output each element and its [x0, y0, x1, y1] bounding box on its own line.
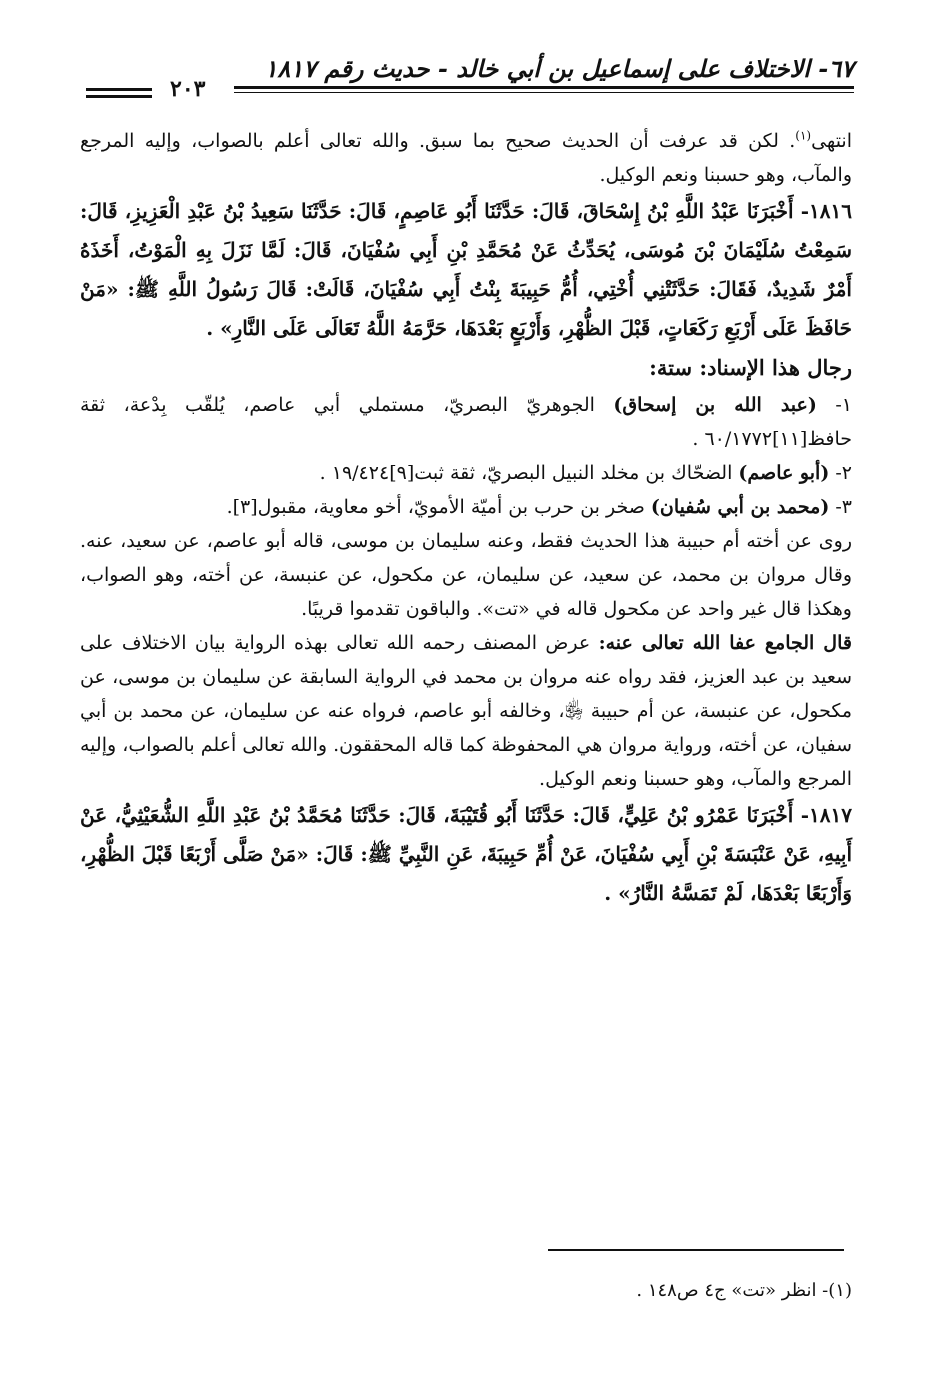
intro-paragraph — [80, 124, 852, 192]
riwaya-paragraph: روى عن أخته أم حبيبة هذا الحديث فقط، وعنه سليمان بن موسى، قاله أبو عاصم، عن سعيد، عنه. وقال مروان بن محمد، عن سعيد، عن سليمان، عن مكحول، عن عنبسة، عن أخته، وهو الصواب، وهكذا قال غير واحد عن مكحول قاله في «تت». والباقون تقدموا قريبًا. — [80, 530, 853, 620]
narrator-1-name: (عبد الله بن إسحاق) — [613, 394, 817, 416]
footnote: (١)- انظر «تت» ج٤ ص١٤٨ . — [636, 1280, 852, 1301]
page-number-rule-top — [86, 88, 152, 91]
narrator-1-number: ١- — [816, 394, 852, 416]
narrator-3-name: (محمد بن أبي سُفيان) — [650, 496, 830, 518]
header-rule-thin — [234, 92, 854, 93]
narrator-3-number: ٣- — [829, 496, 852, 518]
narrator-2 — [80, 456, 852, 490]
header-rule-thick — [234, 86, 854, 89]
page-header — [78, 50, 854, 110]
page-body — [80, 124, 852, 913]
intro-text-start: انتهى — [811, 130, 852, 152]
running-title: ٦٧- الاختلاف على إسماعيل بن أبي خالد - حديث رقم ١٨١٧ — [264, 54, 854, 83]
page-number: ٢٠٣ — [170, 76, 206, 102]
page-number-rule-bottom — [86, 95, 152, 98]
jami-paragraph — [80, 626, 852, 796]
jami-text: عرض المصنف رحمه الله تعالى بهذه الرواية بيان الاختلاف على سعيد بن عبد العزيز، فقد رواه عنه مروان بن محمد في الرواية السابقة عن سليمان بن موسى، عن مكحول، عن عنبسة، عن أم حبيبة ﵂، وخالفه أبو عاصم، فرواه عنه عن سليمان، عن محمد بن أبي سفيان، عن أخته، ورواية مروان هي المحفوظة كما قاله المحققون. والله تعالى أعلم بالصواب، وإليه المرجع والمآب، وهو حسبنا ونعم الوكيل. — [80, 632, 852, 790]
footnote-rule — [548, 1249, 844, 1251]
narrator-2-number: ٢- — [829, 462, 852, 484]
intro-text-rest: . لكن قد عرفت أن الحديث صحيح بما سبق. والله تعالى أعلم بالصواب، وإليه المرجع والمآب، وهو حسبنا ونعم الوكيل. — [80, 130, 852, 186]
narrator-1 — [80, 388, 852, 456]
jami-label: قال الجامع عفا الله تعالى عنه: — [598, 632, 852, 654]
narrators-heading: رجال هذا الإسناد: ستة: — [649, 355, 852, 380]
narrator-2-name: (أبو عاصم) — [738, 462, 830, 484]
hadith-1817: ١٨١٧- أَخْبَرَنَا عَمْرُو بْنُ عَلِيٍّ، قَالَ: حَدَّثَنَا أَبُو قُتَيْبَةَ، قَالَ: حَدَّثَنَا مُحَمَّدُ بْنُ عَبْدِ اللَّهِ الشُّعَيْثِيُّ، عَنْ أَبِيهِ، عَنْ عَنْبَسَةَ بْنِ أَبِي سُفْيَانَ، عَنْ أُمِّ حَبِيبَةَ، عَنِ النَّبِيِّ ﷺ: قَالَ: «مَنْ صَلَّى أَرْبَعًا قَبْلَ الظُّهْرِ، وَأَرْبَعًا بَعْدَهَا، لَمْ تَمَسَّهُ النَّارُ» . — [80, 803, 852, 905]
narrator-3-text: صخر بن حرب بن أميّة الأمويّ، أخو معاوية، مقبول[٣]. — [226, 496, 651, 518]
narrator-1-text: الجوهريّ البصريّ، مستملي أبي عاصم، يُلقّب بِدْعة، ثقة حافظ[١١]٦٠/١٧٧٢ . — [80, 394, 852, 450]
footnote-marker: (١) — [795, 128, 812, 143]
narrator-3 — [80, 490, 852, 524]
narrator-2-text: الضحّاك بن مخلد النبيل البصريّ، ثقة ثبت[٩]١٩/٤٢٤ . — [319, 462, 739, 484]
hadith-1816: ١٨١٦- أَخْبَرَنَا عَبْدُ اللَّهِ بْنُ إِسْحَاقَ، قَالَ: حَدَّثَنَا أَبُو عَاصِمٍ، قَالَ: حَدَّثَنَا سَعِيدُ بْنُ عَبْدِ الْعَزِيزِ، قَالَ: سَمِعْتُ سُلَيْمَانَ بْنَ مُوسَى، يُحَدِّثُ عَنْ مُحَمَّدِ بْنِ أَبِي سُفْيَانَ، قَالَ: لَمَّا نَزَلَ بِهِ الْمَوْتُ، أَخَذَهُ أَمْرٌ شَدِيدٌ، فَقَالَ: حَدَّثَتْنِي أُخْتِي، أُمُّ حَبِيبَةَ بِنْتُ أَبِي سُفْيَانَ، قَالَتْ: قَالَ رَسُولُ اللَّهِ ﷺ: «مَنْ حَافَظَ عَلَى أَرْبَعِ رَكَعَاتٍ، قَبْلَ الظُّهْرِ، وَأَرْبَعٍ بَعْدَهَا، حَرَّمَهُ اللَّهُ تَعَالَى عَلَى النَّارِ» . — [80, 199, 852, 340]
